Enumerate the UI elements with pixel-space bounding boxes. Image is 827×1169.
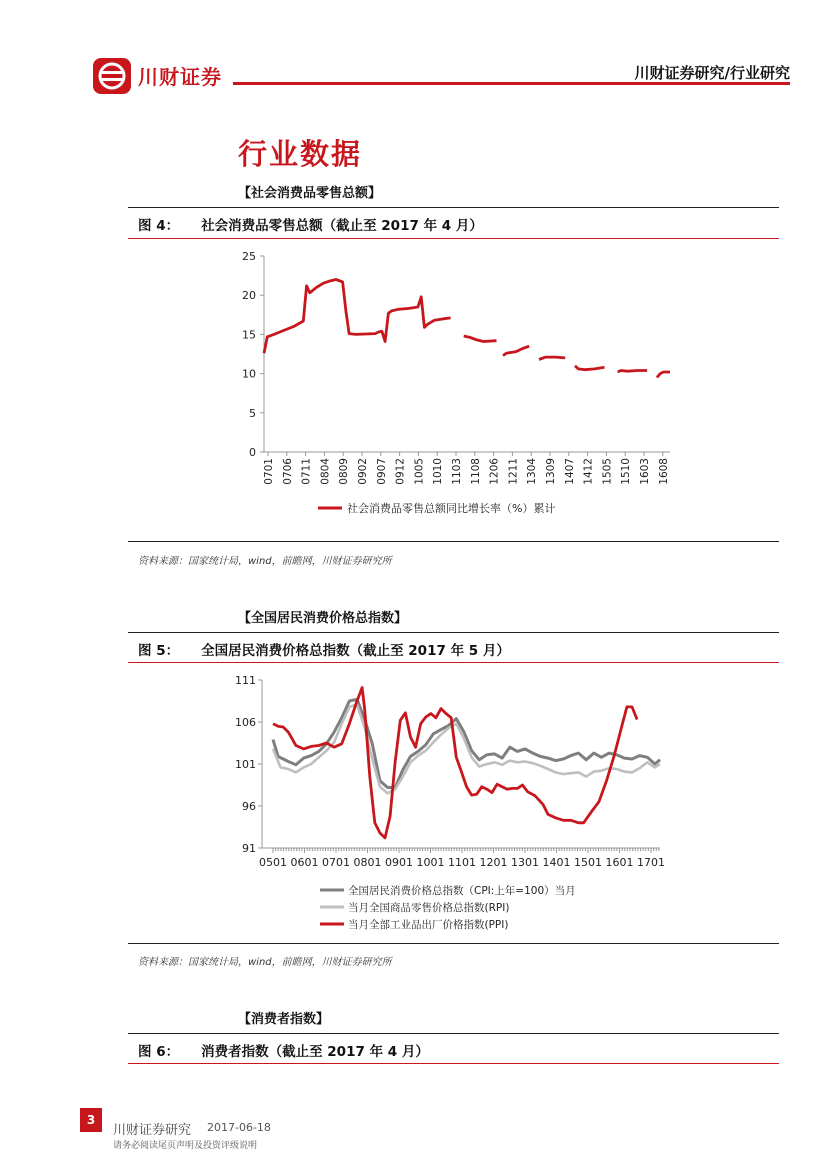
series-line-ppi bbox=[273, 688, 637, 838]
x-tick-label: 1505 bbox=[601, 458, 614, 485]
fig4-red-rule bbox=[128, 238, 779, 239]
block-label-consumer: 【消费者指数】 bbox=[238, 1012, 330, 1027]
x-tick-label: 0601 bbox=[290, 856, 319, 869]
x-tick-label: 1005 bbox=[413, 458, 426, 485]
x-tick-label: 1701 bbox=[637, 856, 665, 869]
y-tick-label: 25 bbox=[242, 250, 256, 263]
x-tick-label: 1304 bbox=[526, 458, 539, 485]
y-tick-label: 5 bbox=[249, 406, 256, 420]
x-tick-label: 1601 bbox=[605, 856, 634, 869]
fig5-red-rule bbox=[128, 662, 779, 663]
x-tick-label: 1501 bbox=[574, 856, 602, 869]
fig6-red-rule bbox=[128, 1063, 779, 1064]
fig4-top-rule bbox=[128, 207, 779, 208]
x-tick-label: 0901 bbox=[385, 856, 413, 869]
legend-label: 当月全国商品零售价格总指数(RPI) bbox=[348, 902, 510, 914]
y-tick-label: 10 bbox=[242, 367, 256, 381]
x-tick-label: 0701 bbox=[322, 856, 350, 869]
legend-label: 全国居民消费价格总指数（CPI:上年=100）当月 bbox=[348, 885, 576, 897]
retail-sales-chart bbox=[200, 240, 700, 530]
x-tick-label: 1211 bbox=[507, 458, 520, 485]
x-tick-label: 1301 bbox=[511, 856, 539, 869]
header-section: 川财证券研究/行业研究 bbox=[634, 64, 790, 82]
series-line-retail-growth bbox=[464, 336, 497, 342]
x-tick-label: 1407 bbox=[563, 458, 576, 485]
fig5-top-rule bbox=[128, 632, 779, 633]
series-line-retail-growth bbox=[657, 372, 670, 378]
price-index-chart bbox=[200, 668, 700, 938]
series-line-retail-growth bbox=[503, 346, 529, 355]
y-tick-label: 0 bbox=[249, 446, 256, 459]
x-tick-label: 1309 bbox=[545, 458, 557, 485]
y-tick-label: 111 bbox=[235, 674, 256, 687]
x-tick-label: 1510 bbox=[620, 458, 633, 485]
fig5-bottom-rule bbox=[128, 943, 779, 944]
x-tick-label: 0809 bbox=[338, 458, 351, 485]
fig4-source: 资料来源：国家统计局，wind，前瞻网，川财证券研究所 bbox=[138, 556, 392, 567]
x-tick-label: 1608 bbox=[657, 458, 670, 485]
x-tick-label: 0907 bbox=[375, 458, 388, 485]
fig6-number: 图 6： bbox=[138, 1044, 180, 1060]
fig6-title: 消费者指数（截止至 2017 年 4 月） bbox=[201, 1044, 429, 1060]
x-tick-label: 0706 bbox=[281, 458, 294, 485]
series-line-retail-growth bbox=[539, 357, 565, 359]
fig5-caption bbox=[138, 639, 510, 659]
series-line-retail-growth bbox=[575, 366, 605, 370]
x-tick-label: 0501 bbox=[259, 856, 287, 869]
y-tick-label: 96 bbox=[242, 800, 256, 813]
series-line-rpi bbox=[273, 704, 660, 793]
brand-name: 川财证券 bbox=[138, 65, 222, 89]
footer-date: 2017-06-18 bbox=[207, 1121, 271, 1134]
x-tick-label: 1401 bbox=[542, 856, 571, 869]
x-tick-label: 1206 bbox=[488, 458, 501, 485]
block-label-retail: 【社会消费品零售总额】 bbox=[238, 186, 382, 201]
fig4-number: 图 4： bbox=[138, 218, 180, 234]
y-tick-label: 106 bbox=[235, 716, 256, 729]
x-tick-label: 1201 bbox=[479, 856, 508, 869]
x-tick-label: 0902 bbox=[357, 458, 369, 485]
fig4-bottom-rule bbox=[128, 541, 779, 542]
x-tick-label: 0711 bbox=[300, 458, 313, 485]
x-tick-label: 1001 bbox=[416, 856, 445, 869]
y-tick-label: 20 bbox=[242, 289, 256, 303]
fig4-title: 社会消费品零售总额（截止至 2017 年 4 月） bbox=[201, 218, 483, 234]
fig6-caption bbox=[138, 1040, 429, 1060]
block-label-cpi: 【全国居民消费价格总指数】 bbox=[238, 611, 408, 626]
fig4-caption bbox=[138, 214, 483, 234]
legend-label: 社会消费品零售总额同比增长率（%）累计 bbox=[347, 502, 556, 515]
header-rule bbox=[233, 82, 790, 85]
fig5-number: 图 5： bbox=[138, 643, 180, 659]
series-line-retail-growth bbox=[618, 371, 648, 373]
x-tick-label: 1101 bbox=[448, 856, 476, 869]
logo-badge bbox=[93, 58, 131, 94]
x-tick-label: 0804 bbox=[319, 458, 332, 485]
y-tick-label: 91 bbox=[242, 842, 256, 855]
fig5-source: 资料来源：国家统计局，wind，前瞻网，川财证券研究所 bbox=[138, 957, 392, 968]
x-tick-label: 1103 bbox=[451, 458, 463, 485]
y-tick-label: 15 bbox=[242, 328, 256, 342]
x-tick-label: 1412 bbox=[582, 458, 595, 485]
legend-label: 当月全部工业品出厂价格指数(PPI) bbox=[348, 919, 509, 931]
logo-icon bbox=[93, 58, 131, 94]
x-tick-label: 0912 bbox=[394, 458, 407, 485]
page-number: 3 bbox=[80, 1108, 102, 1132]
y-tick-label: 101 bbox=[235, 758, 256, 771]
fig6-top-rule bbox=[128, 1033, 779, 1034]
footer-brand: 川财证券研究 bbox=[113, 1123, 192, 1138]
fig5-title: 全国居民消费价格总指数（截止至 2017 年 5 月） bbox=[201, 643, 510, 659]
footer-disclaimer: 请务必阅读尾页声明及投资评级说明 bbox=[113, 1141, 258, 1151]
x-tick-label: 1010 bbox=[432, 458, 445, 485]
section-title: 行业数据 bbox=[238, 137, 363, 171]
x-tick-label: 1108 bbox=[469, 458, 482, 485]
x-tick-label: 1603 bbox=[639, 458, 651, 485]
x-tick-label: 0701 bbox=[263, 458, 275, 485]
series-line-retail-growth bbox=[264, 280, 451, 354]
x-tick-label: 0801 bbox=[353, 856, 382, 869]
